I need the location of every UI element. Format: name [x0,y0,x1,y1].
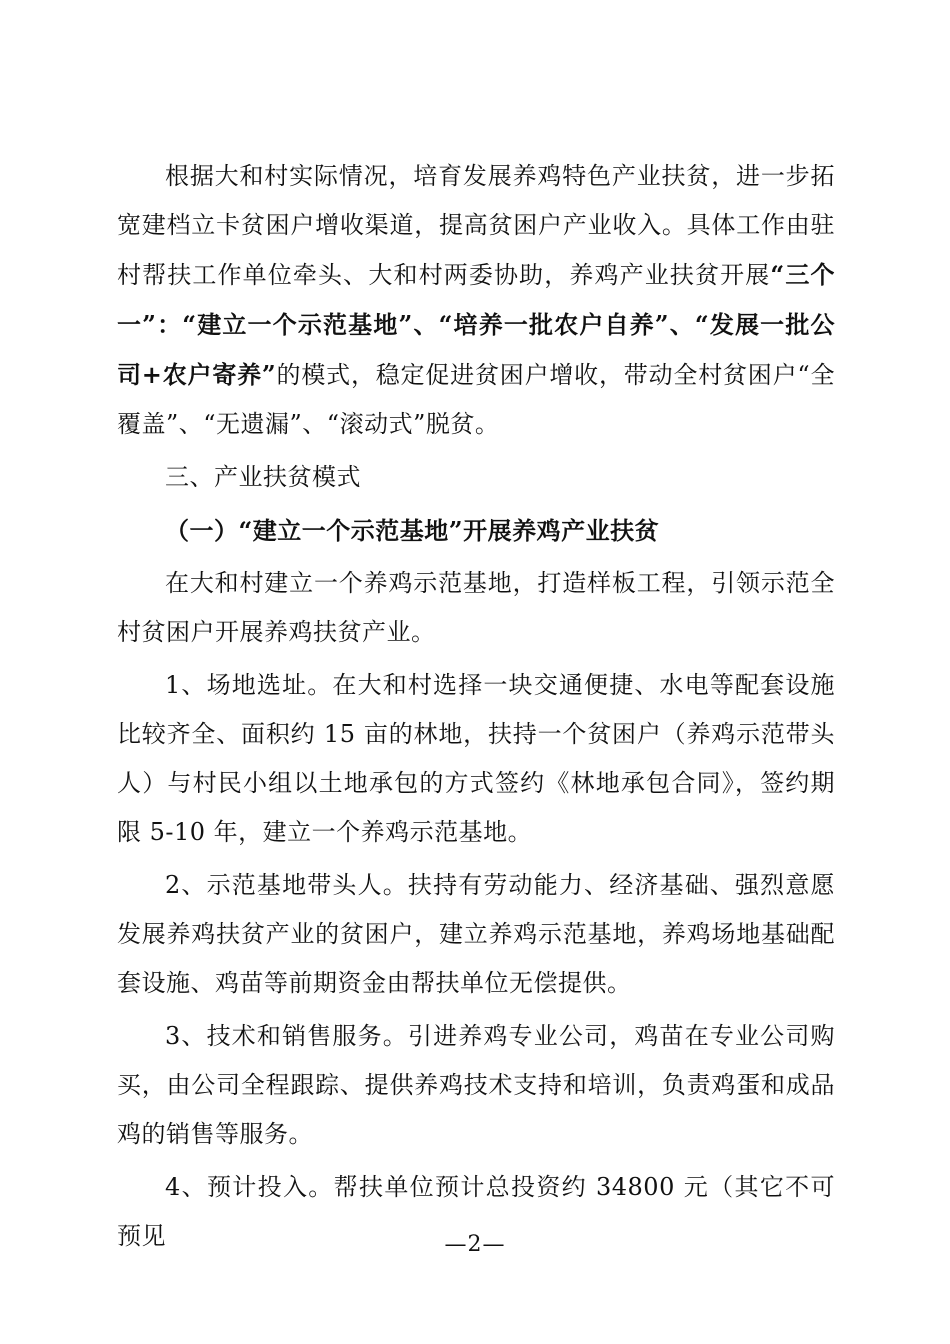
subsection-title: （一）“建立一个示范基地”开展养鸡产业扶贫 [165,516,660,545]
item-tech-sales [117,1012,835,1159]
section-title: 三、产业扶贫模式 [165,463,361,491]
item-lead: 3、技术和销售服务。 [165,1022,408,1050]
paragraph-intro-bold: “三个一”：“建立一个示范基地”、“培养一批农户自养”、“发展一批公司+农户寄养” [117,260,835,389]
paragraph-intro-tail: 的模式，稳定促进贫困户增收，带动全村贫困户“全覆盖”、“无遗漏”、“滚动式”脱贫。 [117,361,835,438]
item-base-leader [117,861,835,1008]
paragraph-intro [117,152,835,449]
page-number: —2— [444,1232,506,1257]
paragraph-base: 在大和村建立一个养鸡示范基地，打造样板工程，引领示范全村贫困户开展养鸡扶贫产业。 [117,569,835,646]
item-lead: 4、预计投入。 [165,1173,334,1201]
item-site-selection [117,661,835,857]
paragraph-intro-lead: 根据大和村实际情况，培育发展养鸡特色产业扶贫，进一步拓宽建档立卡贫困户增收渠道，提高贫困户产业收入。具体工作由驻村帮扶工作单位牵头、大和村两委协助，养鸡产业扶贫开展 [117,162,835,289]
item-body: 扶持有劳动能力、经济基础、强烈意愿发展养鸡扶贫产业的贫困户，建立养鸡示范基地，养鸡场地基础配套设施、鸡苗等前期资金由帮扶单位无偿提供。 [117,871,836,997]
item-lead: 1、场地选址。 [165,671,333,699]
item-body: 在大和村选择一块交通便捷、水电等配套设施比较齐全、面积约 15 亩的林地，扶持一个贫困户（养鸡示范带头人）与村民小组以土地承包的方式签约《林地承包合同》，签约期限 5-10 年，建立一个养鸡示范基地。 [117,671,835,846]
item-lead: 2、示范基地带头人。 [165,871,408,899]
item-body: 帮扶单位预计总投资约 34800 元（其它不可预见 [117,1173,835,1250]
item-body: 引进养鸡专业公司，鸡苗在专业公司购买，由公司全程跟踪、提供养鸡技术支持和培训，负责鸡蛋和成品鸡的销售等服务。 [117,1022,836,1148]
document-body [117,152,835,1265]
